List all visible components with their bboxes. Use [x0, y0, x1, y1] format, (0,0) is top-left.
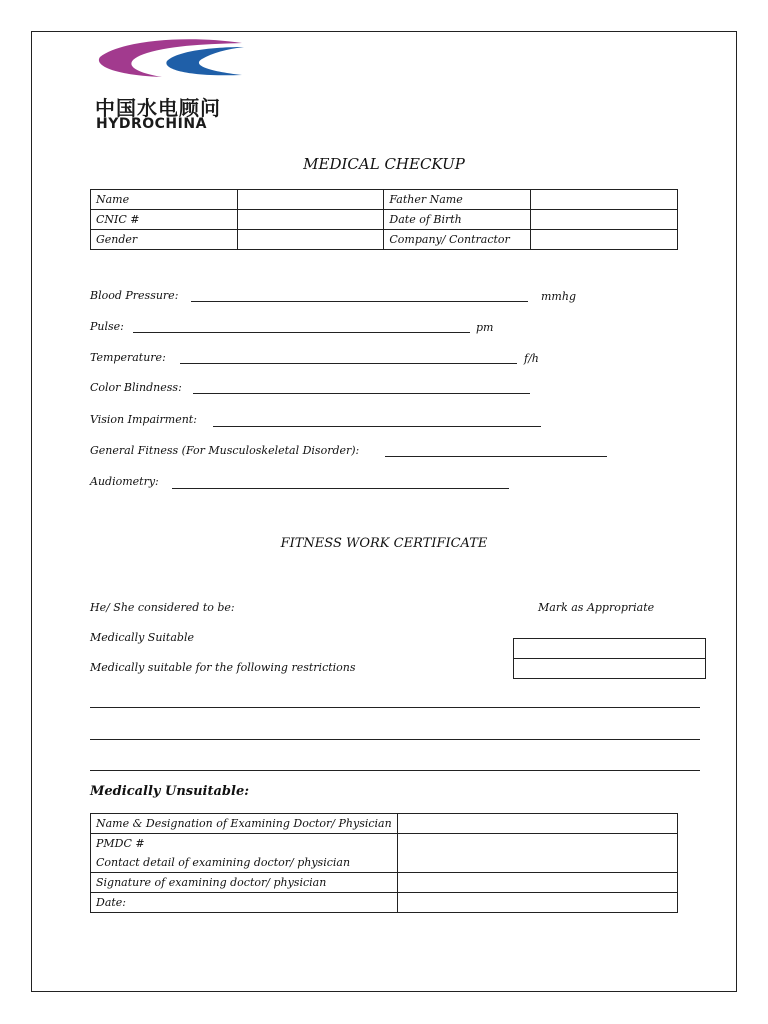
- company-label: Company/ Contractor: [384, 230, 531, 250]
- gender-label: Gender: [91, 230, 238, 250]
- pmdc-label: PMDC #: [96, 837, 145, 850]
- pulse-field[interactable]: [133, 332, 470, 333]
- general-fitness-label: General Fitness (For Musculoskeletal Disorder):: [90, 444, 360, 457]
- considered-label: He/ She considered to be:: [90, 601, 235, 614]
- blood-pressure-label: Blood Pressure:: [90, 289, 179, 302]
- restrictions-line-1[interactable]: [90, 707, 700, 708]
- doctor-name-field[interactable]: [397, 814, 677, 834]
- cnic-field[interactable]: [237, 210, 384, 230]
- table-row: [91, 230, 678, 250]
- color-blindness-field[interactable]: [193, 393, 530, 394]
- restrictions-line-3[interactable]: [90, 770, 700, 771]
- page-title: MEDICAL CHECKUP: [303, 155, 465, 173]
- table-row: [91, 210, 678, 230]
- vision-impairment-label: Vision Impairment:: [90, 413, 197, 426]
- audiometry-field[interactable]: [172, 488, 509, 489]
- medically-suitable-label: Medically Suitable: [90, 631, 194, 644]
- cnic-label: CNIC #: [91, 210, 238, 230]
- audiometry-label: Audiometry:: [90, 475, 159, 488]
- vision-impairment-field[interactable]: [213, 426, 541, 427]
- date-field[interactable]: [397, 893, 677, 913]
- father-name-field[interactable]: [531, 190, 678, 210]
- logo-chinese-text: 中国水电顾问: [95, 96, 221, 120]
- table-row: [91, 873, 678, 893]
- table-row: [91, 893, 678, 913]
- blood-pressure-unit: mmhg: [541, 290, 576, 303]
- pulse-unit: pm: [476, 321, 494, 334]
- medically-suitable-checkbox[interactable]: [513, 638, 706, 659]
- temperature-label: Temperature:: [90, 351, 166, 364]
- restrictions-label: Medically suitable for the following restrictions: [90, 661, 356, 674]
- general-fitness-field[interactable]: [385, 456, 607, 457]
- pmdc-contact-field[interactable]: [397, 834, 677, 873]
- restrictions-line-2[interactable]: [90, 739, 700, 740]
- pulse-label: Pulse:: [90, 320, 124, 333]
- table-row: [91, 834, 678, 873]
- date-label: Date:: [91, 893, 398, 913]
- company-field[interactable]: [531, 230, 678, 250]
- contact-label: Contact detail of examining doctor/ physician: [96, 856, 351, 869]
- restrictions-checkbox[interactable]: [513, 658, 706, 679]
- temperature-unit: f/h: [524, 352, 539, 365]
- name-field[interactable]: [237, 190, 384, 210]
- medically-unsuitable-label: Medically Unsuitable:: [90, 784, 250, 799]
- father-name-label: Father Name: [384, 190, 531, 210]
- dob-label: Date of Birth: [384, 210, 531, 230]
- doctor-info-table: [90, 813, 678, 913]
- gender-field[interactable]: [237, 230, 384, 250]
- personal-info-table: [90, 189, 678, 250]
- mark-appropriate-label: Mark as Appropriate: [538, 601, 655, 614]
- signature-label: Signature of examining doctor/ physician: [91, 873, 398, 893]
- logo-english-text: HYDROCHINA: [96, 116, 207, 132]
- certificate-title: FITNESS WORK CERTIFICATE: [280, 536, 488, 551]
- dob-field[interactable]: [531, 210, 678, 230]
- table-row: [91, 814, 678, 834]
- doctor-name-label: Name & Designation of Examining Doctor/ Physician: [91, 814, 398, 834]
- signature-field[interactable]: [397, 873, 677, 893]
- blood-pressure-field[interactable]: [191, 301, 528, 302]
- pmdc-contact-cell: [91, 834, 398, 873]
- table-row: [91, 190, 678, 210]
- color-blindness-label: Color Blindness:: [90, 381, 182, 394]
- temperature-field[interactable]: [180, 363, 517, 364]
- name-label: Name: [91, 190, 238, 210]
